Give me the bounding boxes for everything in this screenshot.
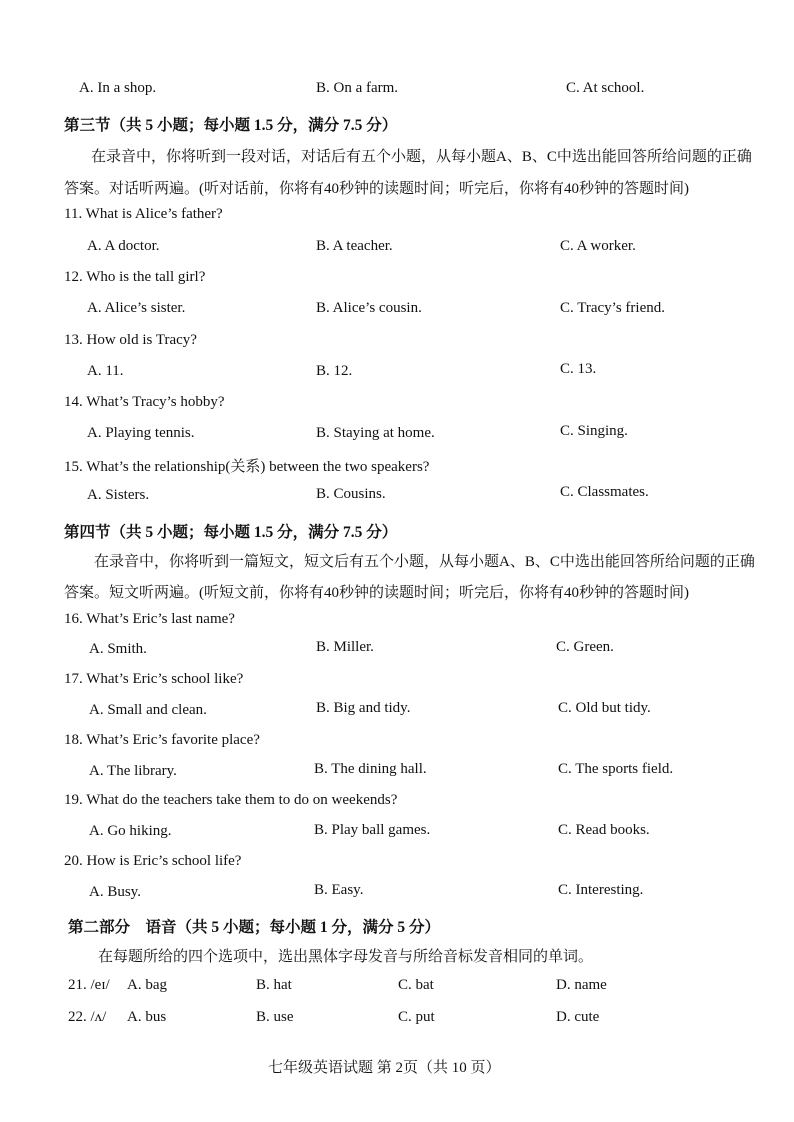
part2-heading: 第二部分 语音（共 5 小题；每小题 1 分，满分 5 分） xyxy=(68,919,441,936)
q17-option-a: A. Small and clean. xyxy=(89,702,207,718)
q16-option-c: C. Green. xyxy=(556,639,614,655)
question-17: 17. What’s Eric’s school like? xyxy=(64,671,244,687)
question-13: 13. How old is Tracy? xyxy=(64,332,197,348)
question-11: 11. What is Alice’s father? xyxy=(64,206,223,222)
q13-option-a: A. 11. xyxy=(87,363,124,379)
section3-heading: 第三节（共 5 小题；每小题 1.5 分，满分 7.5 分） xyxy=(64,117,398,134)
question-14: 14. What’s Tracy’s hobby? xyxy=(64,394,225,410)
q12-option-b: B. Alice’s cousin. xyxy=(316,300,422,316)
q21-option-c: C. bat xyxy=(398,977,434,993)
q11-option-b: B. A teacher. xyxy=(316,238,393,254)
q14-option-b: B. Staying at home. xyxy=(316,425,435,441)
q13-option-b: B. 12. xyxy=(316,363,353,379)
question-18: 18. What’s Eric’s favorite place? xyxy=(64,732,260,748)
section4-instruction-line1: 在录音中，你将听到一篇短文，短文后有五个小题，从每小题A、B、C中选出能回答所给问题的正确 xyxy=(94,554,755,570)
q10-option-c: C. At school. xyxy=(566,80,645,96)
q10-option-a: A. In a shop. xyxy=(79,80,157,96)
question-12: 12. Who is the tall girl? xyxy=(64,269,206,285)
question-20: 20. How is Eric’s school life? xyxy=(64,853,242,869)
q12-option-c: C. Tracy’s friend. xyxy=(560,300,665,316)
q19-option-b: B. Play ball games. xyxy=(314,822,431,838)
q10-option-b: B. On a farm. xyxy=(316,80,399,96)
q18-option-a: A. The library. xyxy=(89,763,177,779)
q15-option-c: C. Classmates. xyxy=(560,484,649,500)
page-footer: 七年级英语试题 第 2页（共 10 页） xyxy=(268,1060,501,1076)
q16-option-a: A. Smith. xyxy=(89,641,147,657)
question-19: 19. What do the teachers take them to do on weekends? xyxy=(64,792,398,808)
question-15: 15. What’s the relationship(关系) between the two speakers? xyxy=(64,459,430,475)
q11-option-a: A. A doctor. xyxy=(87,238,160,254)
q21-option-a: A. bag xyxy=(127,977,167,993)
q18-option-b: B. The dining hall. xyxy=(314,761,427,777)
q15-option-b: B. Cousins. xyxy=(316,486,386,502)
q20-option-c: C. Interesting. xyxy=(558,882,644,898)
q15-option-a: A. Sisters. xyxy=(87,487,150,503)
q18-option-c: C. The sports field. xyxy=(558,761,674,777)
q14-option-a: A. Playing tennis. xyxy=(87,425,195,441)
q16-option-b: B. Miller. xyxy=(316,639,374,655)
section3-instruction-line2: 答案。对话听两遍。(听对话前，你将有40秒钟的读题时间；听完后，你将有40秒钟的答题时间) xyxy=(64,181,689,197)
q13-option-c: C. 13. xyxy=(560,361,597,377)
q22-option-a: A. bus xyxy=(127,1009,167,1025)
q21-option-d: D. name xyxy=(556,977,607,993)
question-21-phonetic: 21. /eɪ/ xyxy=(68,977,110,993)
q20-option-a: A. Busy. xyxy=(89,884,141,900)
question-22-phonetic: 22. /ʌ/ xyxy=(68,1009,107,1025)
q22-option-b: B. use xyxy=(256,1009,294,1025)
q19-option-a: A. Go hiking. xyxy=(89,823,172,839)
part2-instruction: 在每题所给的四个选项中，选出黑体字母发音与所给音标发音相同的单词。 xyxy=(98,949,594,965)
section4-instruction-line2: 答案。短文听两遍。(听短文前，你将有40秒钟的读题时间；听完后，你将有40秒钟的答题时间) xyxy=(64,585,689,601)
section3-instruction-line1: 在录音中，你将听到一段对话，对话后有五个小题，从每小题A、B、C中选出能回答所给问题的正确 xyxy=(91,149,752,165)
q11-option-c: C. A worker. xyxy=(560,238,636,254)
question-16: 16. What’s Eric’s last name? xyxy=(64,611,235,627)
q22-option-c: C. put xyxy=(398,1009,435,1025)
q22-option-d: D. cute xyxy=(556,1009,600,1025)
q12-option-a: A. Alice’s sister. xyxy=(87,300,186,316)
q19-option-c: C. Read books. xyxy=(558,822,650,838)
section4-heading: 第四节（共 5 小题；每小题 1.5 分，满分 7.5 分） xyxy=(64,524,398,541)
q14-option-c: C. Singing. xyxy=(560,423,628,439)
q17-option-c: C. Old but tidy. xyxy=(558,700,651,716)
q21-option-b: B. hat xyxy=(256,977,292,993)
q17-option-b: B. Big and tidy. xyxy=(316,700,411,716)
q20-option-b: B. Easy. xyxy=(314,882,364,898)
